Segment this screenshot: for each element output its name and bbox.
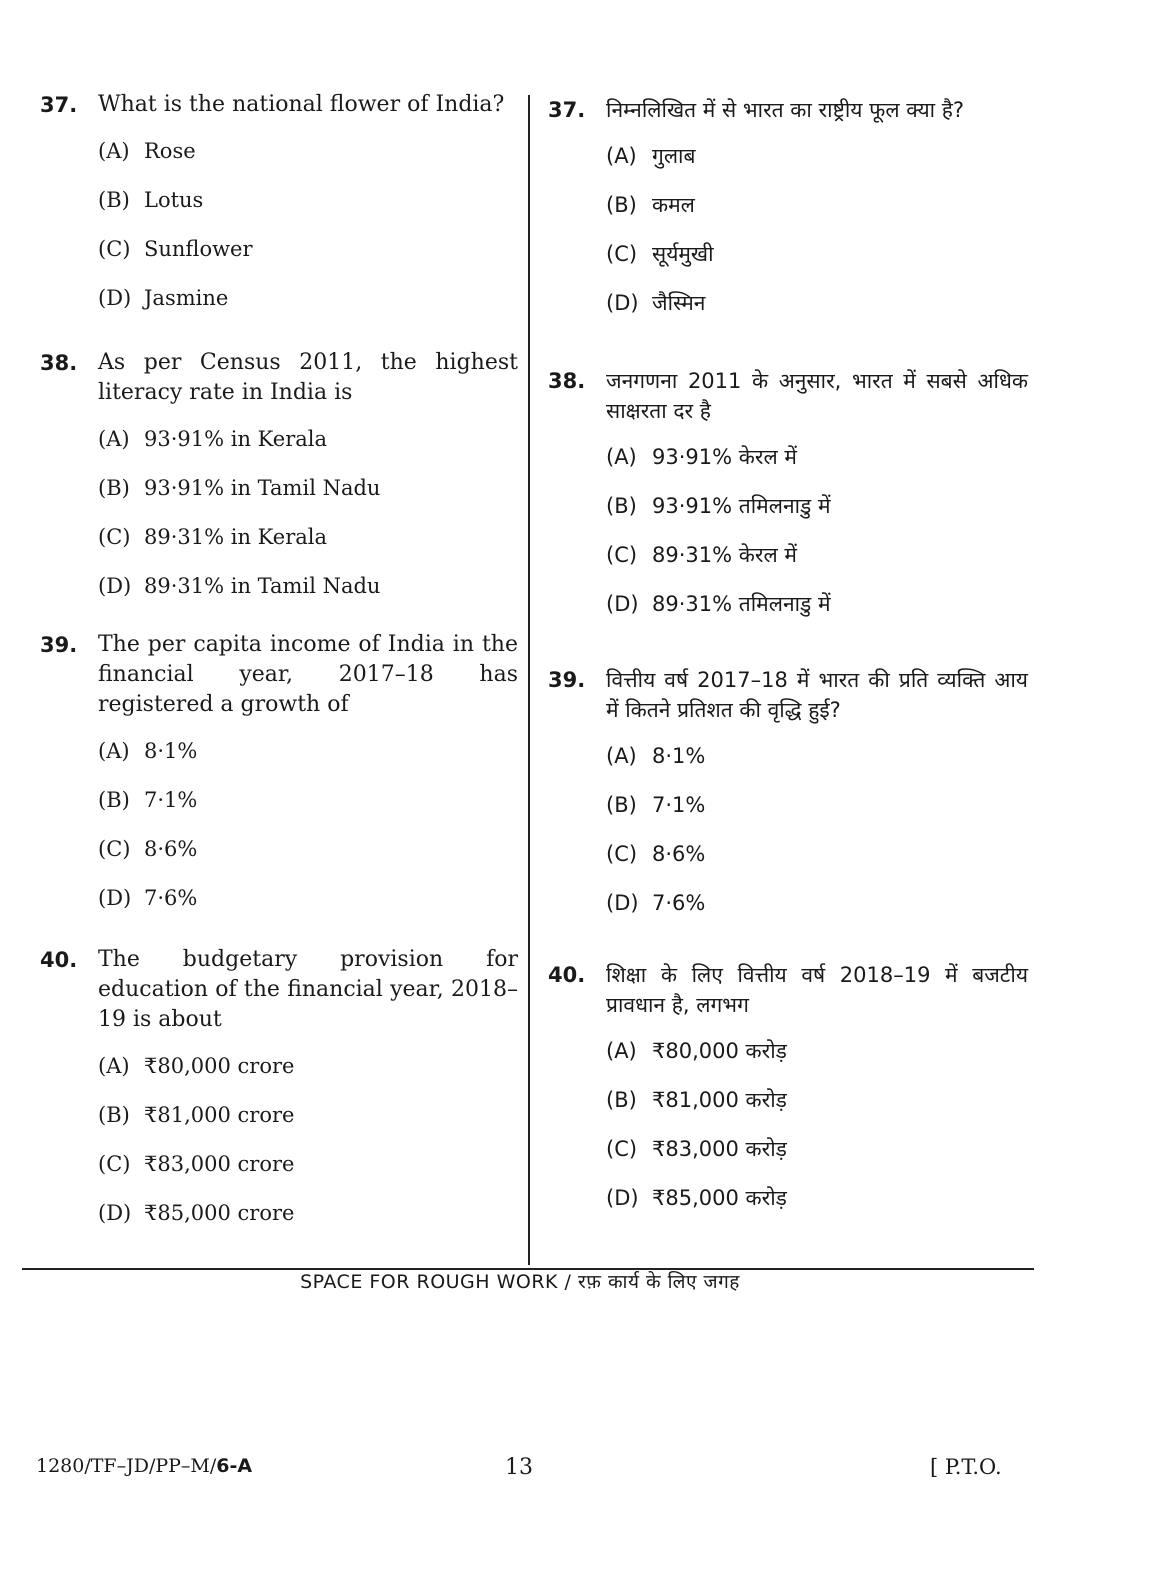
option-d: (D) ₹85,000 करोड़ bbox=[606, 1186, 787, 1210]
option-a: (A) गुलाब bbox=[606, 144, 696, 168]
option-a: (A) ₹80,000 करोड़ bbox=[606, 1039, 787, 1063]
question-text: निम्नलिखित में से भारत का राष्ट्रीय फूल क्या है? bbox=[606, 98, 965, 122]
question-number: 38. bbox=[548, 369, 586, 393]
option-a: (A) 8·1% bbox=[606, 744, 706, 768]
option-b: (B) कमल bbox=[606, 193, 695, 217]
option-d: (D) जैस्मिन bbox=[606, 291, 706, 315]
option-d: (D) 89·31% तमिलनाडु में bbox=[606, 592, 831, 616]
question-text: The budgetary provision for education of the financial year, 2018–19 is about bbox=[98, 947, 518, 1032]
question-40-en bbox=[40, 945, 518, 1247]
question-text: शिक्षा के लिए वित्तीय वर्ष 2018–19 में बजटीय प्रावधान है, लगभग bbox=[606, 963, 1028, 1017]
option-c: (C) ₹83,000 करोड़ bbox=[606, 1137, 787, 1161]
option-c: (C) सूर्यमुखी bbox=[606, 242, 714, 266]
question-text: What is the national flower of India? bbox=[98, 92, 505, 117]
question-number: 38. bbox=[40, 351, 78, 375]
option-a: (A) Rose bbox=[98, 139, 196, 163]
option-a: (A) 93·91% केरल में bbox=[606, 445, 797, 469]
question-number: 39. bbox=[40, 633, 78, 657]
question-38-hi bbox=[548, 366, 1028, 638]
question-number: 39. bbox=[548, 668, 586, 692]
option-c: (C) 8·6% bbox=[606, 842, 706, 866]
question-number: 40. bbox=[548, 963, 586, 987]
paper-code: 1280/TF–JD/PP–M/6-A bbox=[36, 1455, 253, 1477]
question-37-hi bbox=[548, 95, 1028, 337]
option-c: (C) 8·6% bbox=[98, 837, 198, 861]
option-b: (B) 7·1% bbox=[98, 788, 198, 812]
option-b: (B) ₹81,000 crore bbox=[98, 1103, 295, 1127]
question-text: जनगणना 2011 के अनुसार, भारत में सबसे अधिक साक्षरता दर है bbox=[606, 369, 1028, 423]
option-b: (B) 7·1% bbox=[606, 793, 706, 817]
option-c: (C) ₹83,000 crore bbox=[98, 1152, 295, 1176]
question-number: 37. bbox=[40, 93, 78, 117]
option-b: (B) 93·91% in Tamil Nadu bbox=[98, 476, 381, 500]
question-text: The per capita income of India in the financial year, 2017–18 has registered a growth of bbox=[98, 632, 518, 717]
question-39-en bbox=[40, 630, 518, 932]
option-d: (D) 7·6% bbox=[98, 886, 198, 910]
option-a: (A) 8·1% bbox=[98, 739, 198, 763]
column-divider bbox=[528, 95, 530, 1265]
option-d: (D) 89·31% in Tamil Nadu bbox=[98, 574, 381, 598]
option-d: (D) Jasmine bbox=[98, 286, 229, 310]
option-b: (B) Lotus bbox=[98, 188, 204, 212]
question-39-hi bbox=[548, 665, 1028, 937]
pto-label: [ P.T.O. bbox=[930, 1455, 1002, 1479]
question-38-en bbox=[40, 348, 518, 620]
option-a: (A) ₹80,000 crore bbox=[98, 1054, 295, 1078]
option-a: (A) 93·91% in Kerala bbox=[98, 427, 328, 451]
question-number: 37. bbox=[548, 98, 586, 122]
question-number: 40. bbox=[40, 948, 78, 972]
question-text: As per Census 2011, the highest literacy rate in India is bbox=[98, 350, 518, 405]
option-c: (C) 89·31% in Kerala bbox=[98, 525, 328, 549]
option-b: (B) ₹81,000 करोड़ bbox=[606, 1088, 787, 1112]
option-d: (D) ₹85,000 crore bbox=[98, 1201, 295, 1225]
question-40-hi bbox=[548, 960, 1028, 1232]
option-c: (C) Sunflower bbox=[98, 237, 253, 261]
option-c: (C) 89·31% केरल में bbox=[606, 543, 797, 567]
rough-work-label: SPACE FOR ROUGH WORK / रफ़ कार्य के लिए जगह bbox=[300, 1271, 740, 1293]
question-37-en bbox=[40, 90, 518, 332]
option-b: (B) 93·91% तमिलनाडु में bbox=[606, 494, 831, 518]
option-d: (D) 7·6% bbox=[606, 891, 706, 915]
page-number: 13 bbox=[505, 1455, 533, 1480]
question-text: वित्तीय वर्ष 2017–18 में भारत की प्रति व्यक्ति आय में कितने प्रतिशत की वृद्धि हुई? bbox=[606, 668, 1028, 722]
